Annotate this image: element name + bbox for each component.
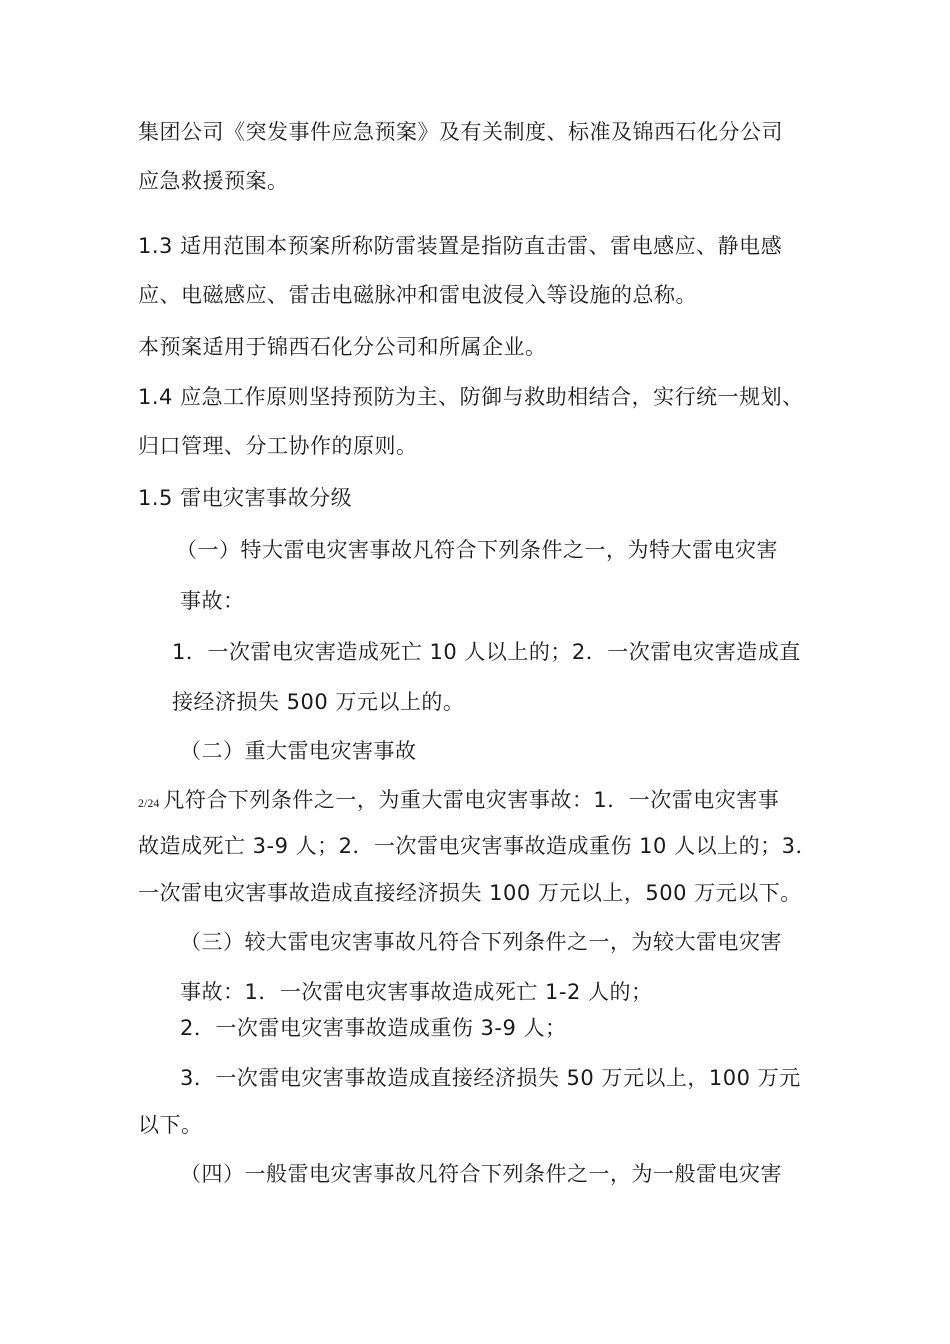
section-1-3: 1.3 适用范围本预案所称防雷装置是指防直击雷、雷电感应、静电感	[138, 234, 783, 258]
text-line: 事故：	[180, 589, 245, 613]
section-1-5: 1.5 雷电灾害事故分级	[138, 486, 353, 510]
text-line: 1．一次雷电灾害造成死亡 10 人以上的；2．一次雷电灾害造成直	[172, 640, 801, 664]
text-line: 应急救援预案。	[138, 169, 289, 193]
text-line: 3．一次雷电灾害事故造成直接经济损失 50 万元以上，100 万元	[180, 1066, 801, 1090]
text-line	[138, 786, 779, 817]
text-line: 事故：1．一次雷电灾害事故造成死亡 1-2 人的；	[180, 980, 653, 1004]
subsection-1: （一）特大雷电灾害事故凡符合下列条件之一，为特大雷电灾害	[176, 538, 778, 562]
text-line: 接经济损失 500 万元以上的。	[172, 690, 465, 714]
subsection-4: （四）一般雷电灾害事故凡符合下列条件之一，为一般雷电灾害	[180, 1162, 782, 1186]
page-number: 2/24	[138, 796, 160, 810]
text-line-content: 凡符合下列条件之一，为重大雷电灾害事故：1．一次雷电灾害事	[163, 788, 780, 812]
subsection-3: （三）较大雷电灾害事故凡符合下列条件之一，为较大雷电灾害	[180, 930, 782, 954]
text-line: 集团公司《突发事件应急预案》及有关制度、标准及锦西石化分公司	[138, 120, 783, 144]
text-line: 归口管理、分工协作的原则。	[138, 434, 418, 458]
text-line: 一次雷电灾害事故造成直接经济损失 100 万元以上，500 万元以下。	[138, 881, 802, 905]
text-line: 本预案适用于锦西石化分公司和所属企业。	[138, 335, 547, 359]
text-line: 故造成死亡 3-9 人；2．一次雷电灾害事故造成重伤 10 人以上的；3．	[138, 834, 817, 858]
subsection-2: （二）重大雷电灾害事故	[180, 739, 417, 763]
text-line: 2．一次雷电灾害事故造成重伤 3-9 人；	[180, 1016, 567, 1040]
text-line: 以下。	[138, 1113, 203, 1137]
section-1-4: 1.4 应急工作原则坚持预防为主、防御与救助相结合，实行统一规划、	[138, 385, 804, 409]
text-line: 应、电磁感应、雷击电磁脉冲和雷电波侵入等设施的总称。	[138, 283, 697, 307]
